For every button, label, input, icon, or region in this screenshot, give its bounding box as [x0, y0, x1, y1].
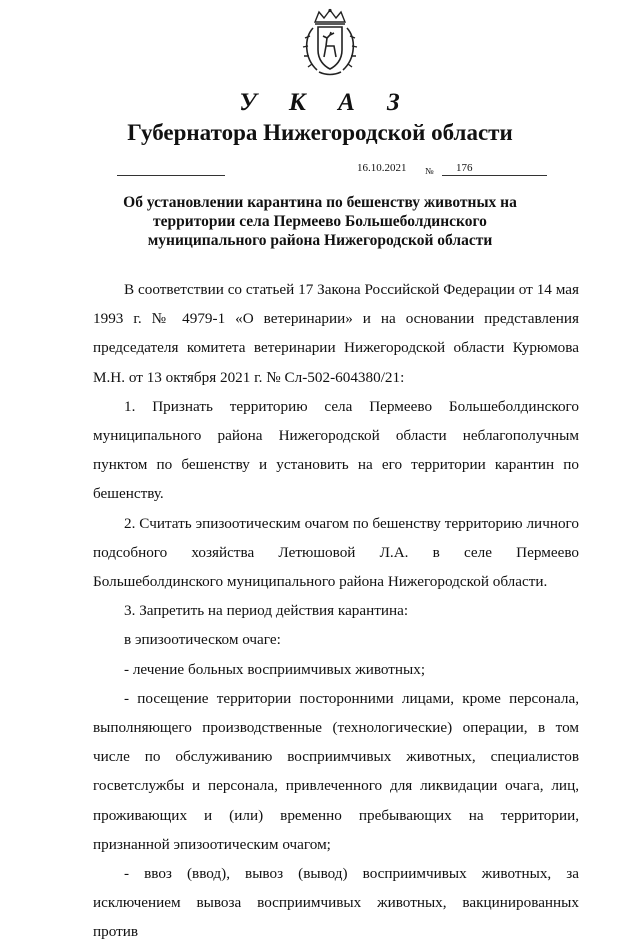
bullet-2: - посещение территории посторонними лицами, кроме персонала, выполняющего производственные (технологические) операции, в том числе по обслуживанию восприимчивых животных, специалистов госветслужбы и персонала, привлеченного для ликвидации очага, лиц, проживающих и (или) временно пребывающих на территории, признанной эпизоотическим очагом; [93, 689, 579, 853]
decree-date: 16.10.2021 [357, 162, 407, 174]
decree-body [93, 275, 579, 947]
item-2-paragraph: 2. Считать эпизоотическим очагом по бешенству территорию личного подсобного хозяйства Летюшовой Л.А. в селе Пермеево Большеболдинского муниципального района Нижегородской области. [93, 514, 579, 591]
coat-of-arms-emblem [301, 8, 359, 78]
bullet-1: - лечение больных восприимчивых животных; [124, 660, 426, 678]
decree-number: 176 [456, 162, 473, 174]
date-blank-line [117, 175, 225, 176]
number-underline [442, 175, 547, 176]
item-3-paragraph: 3. Запретить на период действия карантина: [124, 602, 409, 620]
issuer-heading: Губернатора Нижегородской области [127, 120, 513, 145]
date-number-row [0, 160, 640, 182]
decree-heading: У К А З [239, 89, 413, 116]
number-label: № [425, 166, 434, 176]
preamble-paragraph: В соответствии со статьей 17 Закона Российской Федерации от 14 мая 1993 г. № 4979-1 «О ветеринарии» и на основании представления председателя комитета ветеринарии Нижегородской области Курюмова М.Н. от 13 октября 2021 г. № Сл-502-604380/21: [93, 281, 579, 386]
bullet-3: - ввоз (ввод), вывоз (вывод) восприимчивых животных, за исключением вывоза восприимчивых животных, вакцинированных против [93, 865, 579, 941]
focus-label: в эпизоотическом очаге: [124, 631, 281, 649]
item-1-paragraph: 1. Признать территорию села Пермеево Большеболдинского муниципального района Нижегородской области неблагополучным пунктом по бешенству и установить на его территории карантин по бешенству. [93, 397, 579, 503]
document-title: Об установлении карантина по бешенству животных на территории села Пермеево Большеболдинского муниципального района Нижегородской области [123, 194, 517, 249]
